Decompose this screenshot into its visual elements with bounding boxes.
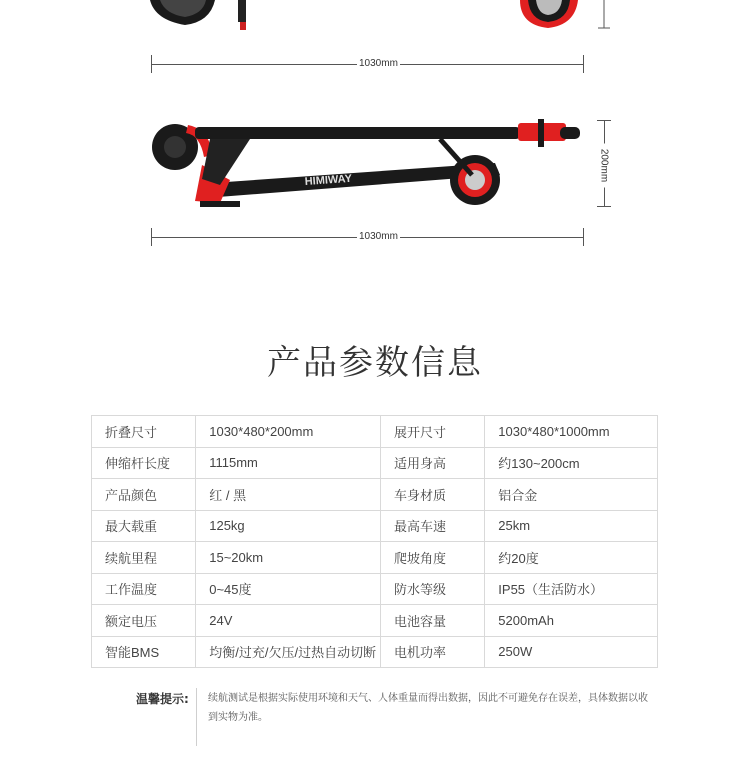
spec-value: 红 / 黑 (196, 479, 381, 511)
scooter-folded-illustration (140, 105, 610, 225)
table-row (92, 510, 658, 542)
table-row (92, 605, 658, 637)
section-title: 产品参数信息 (267, 343, 483, 383)
scooter-folded-view (140, 105, 610, 225)
deck-brand-text: HIMIWAY (304, 172, 353, 188)
spec-key: 展开尺寸 (381, 416, 485, 448)
dim-tick-bottom (597, 206, 611, 207)
table-row (92, 636, 658, 668)
table-row (92, 447, 658, 479)
table-row (92, 416, 658, 448)
note-text: 续航测试是根据实际使用环境和天气、人体重量而得出数据，因此不可避免存在误差，具体数据以收到实物为准。 (208, 693, 648, 723)
dim-label-height: 200mm (597, 144, 612, 188)
spec-key: 工作温度 (92, 573, 196, 605)
spec-value: 125kg (196, 510, 381, 542)
spec-value: 250W (485, 636, 658, 668)
dim-tick-right-2 (583, 228, 584, 246)
spec-value: 25km (485, 510, 658, 542)
spec-key: 电机功率 (381, 636, 485, 668)
dim-tick-right (583, 55, 584, 73)
note-label: 温馨提示: (136, 692, 189, 706)
spec-value: 约20度 (485, 542, 658, 574)
spec-key: 防水等级 (381, 573, 485, 605)
spec-key: 爬坡角度 (381, 542, 485, 574)
spec-key: 电池容量 (381, 605, 485, 637)
spec-key: 适用身高 (381, 447, 485, 479)
spec-value: 1115mm (196, 447, 381, 479)
spec-value: 0~45度 (196, 573, 381, 605)
spec-value: 5200mAh (485, 605, 658, 637)
table-row (92, 479, 658, 511)
spec-key: 车身材质 (381, 479, 485, 511)
spec-value: 铝合金 (485, 479, 658, 511)
table-row (92, 542, 658, 574)
spec-key: 产品颜色 (92, 479, 196, 511)
spec-key: 折叠尺寸 (92, 416, 196, 448)
spec-value: 24V (196, 605, 381, 637)
note-divider (196, 688, 197, 746)
spec-key: 最高车速 (381, 510, 485, 542)
spec-value: 1030*480*200mm (196, 416, 381, 448)
spec-key: 额定电压 (92, 605, 196, 637)
spec-value: 约130~200cm (485, 447, 658, 479)
table-row (92, 573, 658, 605)
spec-value: 均衡/过充/欠压/过热自动切断 (196, 636, 381, 668)
spec-key: 续航里程 (92, 542, 196, 574)
spec-key: 智能BMS (92, 636, 196, 668)
spec-table (91, 415, 658, 668)
spec-value: IP55（生活防水） (485, 573, 658, 605)
spec-value: 15~20km (196, 542, 381, 574)
dim-label-bottom: 1030mm (359, 231, 398, 242)
spec-key: 最大载重 (92, 510, 196, 542)
spec-value: 1030*480*1000mm (485, 416, 658, 448)
spec-key: 伸缩杆长度 (92, 447, 196, 479)
dim-tick-top (597, 120, 611, 121)
dim-label-top: 1030mm (359, 58, 398, 69)
